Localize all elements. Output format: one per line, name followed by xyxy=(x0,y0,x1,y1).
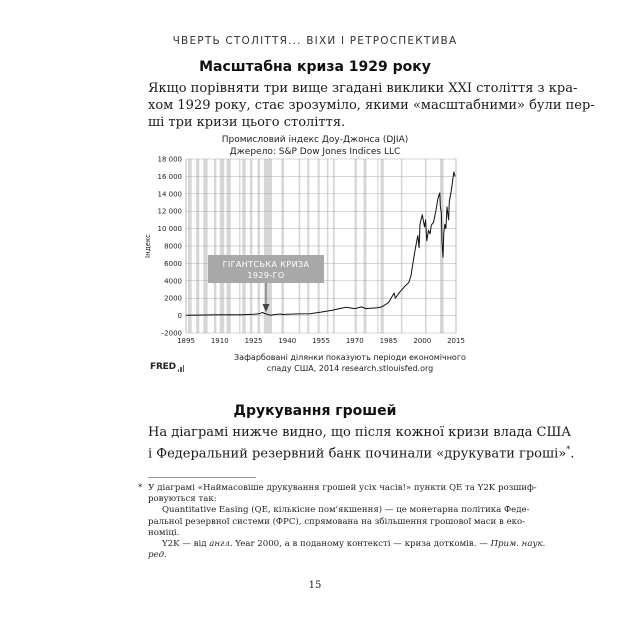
x-tick-label: 1925 xyxy=(244,337,263,345)
y-tick-label: –2000 xyxy=(160,329,182,338)
x-tick-label: 1895 xyxy=(177,337,195,345)
footnote-marker: * xyxy=(138,483,143,493)
paragraph-line: На діаграмі нижче видно, що після кожної кризи влада США xyxy=(148,425,572,440)
annotation-text-line: 1929-ГО xyxy=(247,271,285,280)
chart-source: Джерело: S&P Dow Jones Indices LLC xyxy=(229,147,401,157)
y-tick-label: 0 xyxy=(177,312,182,321)
djia-series-line xyxy=(186,172,455,315)
paragraph-line: і Федеральний резервний банк починали «друкувати гроші»*. xyxy=(148,445,575,462)
x-tick-label: 2015 xyxy=(447,337,465,345)
x-axis-ticks xyxy=(177,337,465,345)
footnote-line: Y2K — від англ. Year 2000, а в поданому контексті — криза доткомів. — Прим. наук. xyxy=(162,539,546,550)
paragraph-line: ші три кризи цього століття. xyxy=(148,115,346,130)
page-number: 15 xyxy=(308,580,322,591)
x-tick-label: 1970 xyxy=(345,337,364,345)
y-tick-label: 8000 xyxy=(164,242,182,251)
y-tick-label: 18 000 xyxy=(157,155,182,164)
x-tick-label: 1940 xyxy=(278,337,297,345)
y-tick-label: 4000 xyxy=(164,277,182,286)
paragraph-line: Якщо порівняти три вище згадані виклики XXI століття з кра- xyxy=(148,81,578,96)
chart-caption xyxy=(200,352,500,374)
chart-caption-line: спаду США, 2014 research.stlouisfed.org xyxy=(266,364,434,373)
fred-chart-icon xyxy=(178,362,186,372)
footnote-line: номіці. xyxy=(148,527,180,538)
x-tick-label: 2000 xyxy=(413,337,432,345)
x-tick-label: 1910 xyxy=(210,337,229,345)
paragraph-line: хом 1929 року, стає зрозуміло, якими «масштабними» були пер- xyxy=(148,98,595,113)
y-tick-label: 12 000 xyxy=(157,207,182,216)
x-tick-label: 1985 xyxy=(379,337,398,345)
footnote-divider xyxy=(148,477,256,478)
running-header: ЧВЕРТЬ СТОЛІТТЯ... ВІХИ І РЕТРОСПЕКТИВА xyxy=(172,35,458,47)
chart-caption-line: Зафарбовані ділянки показують періоди економічного xyxy=(234,353,466,362)
crisis-1929-annotation xyxy=(208,255,324,312)
footnote-line: Quantitative Easing (QE, кількісне пом'якшення) — це монетарна політика Феде- xyxy=(162,505,530,516)
y-tick-label: 2000 xyxy=(164,294,182,303)
footnote-line: ровуються так: xyxy=(148,494,217,505)
annotation-text-line: ГІГАНТСЬКА КРИЗА xyxy=(222,260,310,269)
footnote xyxy=(138,483,546,561)
section-title-crisis-1929: Масштабна криза 1929 року xyxy=(199,59,431,75)
x-tick-label: 1955 xyxy=(312,337,330,345)
footnote-reference[interactable]: * xyxy=(566,445,571,454)
y-tick-label: 10 000 xyxy=(157,225,182,234)
y-axis-label: Індекс xyxy=(144,234,152,258)
money-printing-paragraph xyxy=(148,424,575,462)
chart-title: Промисловий індекс Доу-Джонса (DJIA) xyxy=(221,135,409,145)
footnote-line: ральної резервної системи (ФРС), спрямована на збільшення грошової маси в еко- xyxy=(148,516,526,527)
footnote-line: У діаграмі «Наймасовіше друкування грошей усіх часів!» пункти QE та Y2K розшиф- xyxy=(148,483,537,493)
y-axis-ticks xyxy=(158,156,183,338)
section-title-money-printing: Друкування грошей xyxy=(233,403,397,419)
djia-line-chart xyxy=(0,155,630,355)
footnote-line: ред. xyxy=(148,550,167,561)
y-tick-label: 16 000 xyxy=(157,172,182,181)
fred-logo xyxy=(150,362,185,372)
y-tick-label: 6000 xyxy=(164,259,182,268)
y-tick-label: 14 000 xyxy=(157,190,182,199)
intro-paragraph xyxy=(148,80,595,131)
fred-logo-text: FRED xyxy=(150,362,176,372)
